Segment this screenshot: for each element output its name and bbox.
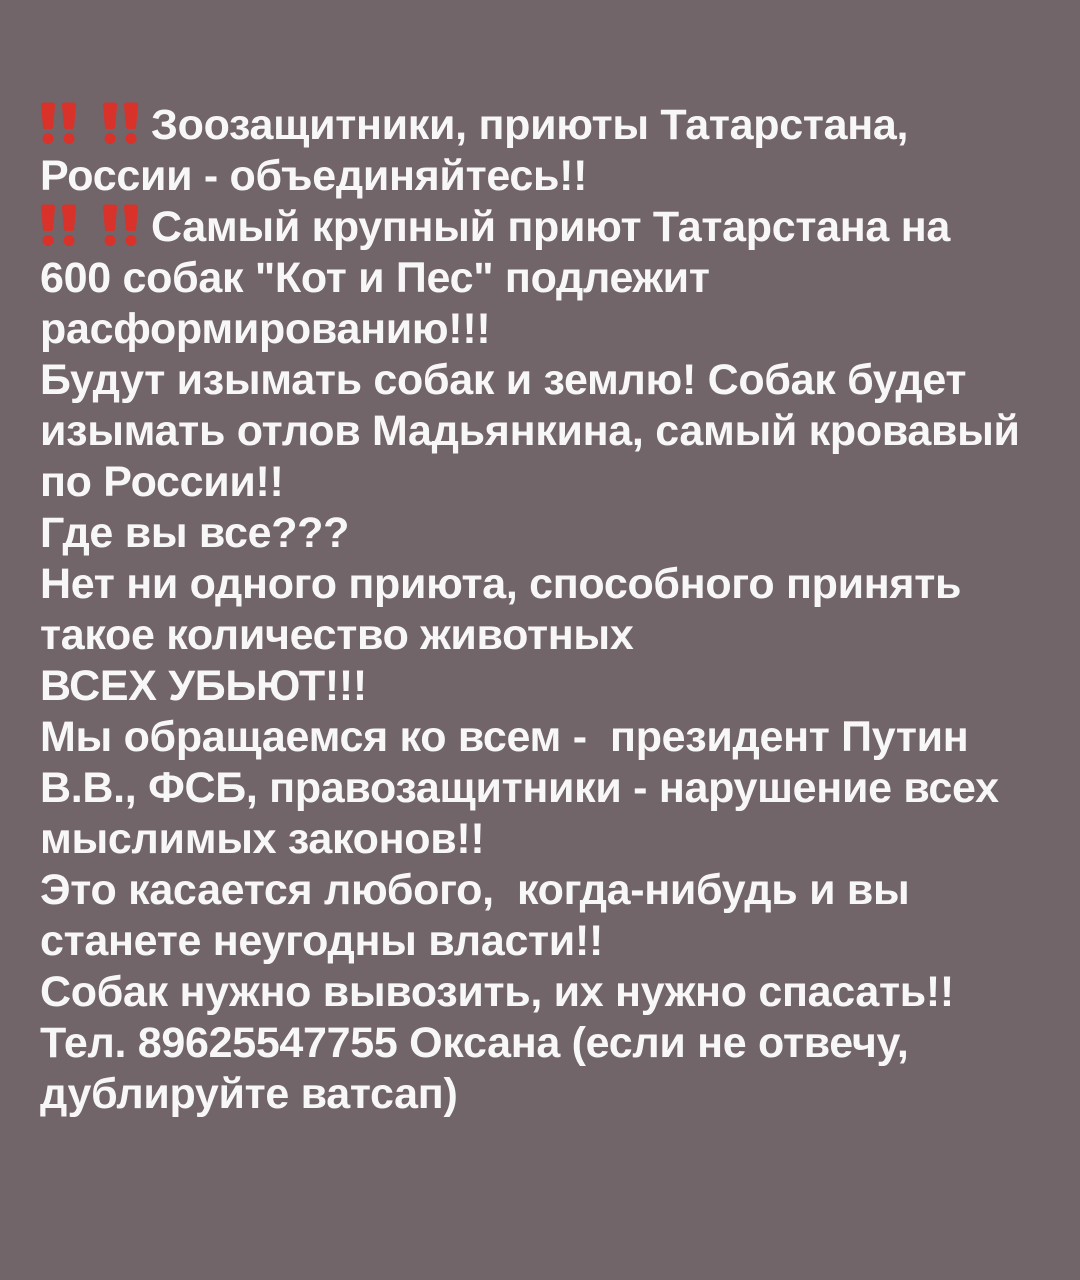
- text-line-content: Собак нужно вывозить, их нужно спасать!!: [40, 968, 954, 1016]
- text-line-content: Нет ни одного приюта, способного принять: [40, 560, 962, 608]
- double-exclamation-icon: [40, 101, 77, 144]
- text-line: [40, 967, 1052, 1018]
- text-line-content: по России!!: [40, 458, 284, 506]
- text-line: [40, 1069, 1052, 1120]
- text-line-content: дублируйте ватсап): [40, 1070, 458, 1118]
- text-line: [40, 457, 1052, 508]
- text-line-content: такое количество животных: [40, 611, 634, 659]
- text-line: [40, 406, 1052, 457]
- text-line-content: Это касается любого, когда-нибудь и вы: [40, 866, 910, 914]
- text-line: [40, 304, 1052, 355]
- double-exclamation-icon: [102, 203, 139, 246]
- text-line-content: Самый крупный приют Татарстана на: [151, 203, 950, 251]
- text-line: [40, 151, 1052, 202]
- text-line-content: мыслимых законов!!: [40, 815, 485, 863]
- text-line-content: изымать отлов Мадьянкина, самый кровавый: [40, 407, 1020, 455]
- text-line: [40, 763, 1052, 814]
- text-line: [40, 355, 1052, 406]
- text-line: [40, 253, 1052, 304]
- text-line: [40, 202, 1052, 253]
- text-line-content: расформированию!!!: [40, 305, 491, 353]
- text-line: [40, 916, 1052, 967]
- text-line: [40, 610, 1052, 661]
- text-line-content: Будут изымать собак и землю! Собак будет: [40, 356, 967, 404]
- text-line: [40, 661, 1052, 712]
- text-line-content: В.В., ФСБ, правозащитники - нарушение всех: [40, 764, 999, 812]
- text-line-content: России - объединяйтесь!!: [40, 152, 588, 200]
- text-line-content: станете неугодны власти!!: [40, 917, 603, 965]
- text-line: [40, 1018, 1052, 1069]
- text-line: [40, 712, 1052, 763]
- text-line: [40, 559, 1052, 610]
- text-line: [40, 100, 1052, 151]
- text-line-content: 600 собак "Кот и Пес" подлежит: [40, 254, 710, 302]
- text-line-content: Зоозащитники, приюты Татарстана,: [151, 101, 909, 149]
- text-line-content: Тел. 89625547755 Оксана (если не отвечу,: [40, 1019, 909, 1067]
- text-line-content: Где вы все???: [40, 509, 350, 557]
- text-line: [40, 865, 1052, 916]
- text-line: [40, 814, 1052, 865]
- text-line: [40, 508, 1052, 559]
- text-line-content: ВСЕХ УБЬЮТ!!!: [40, 662, 367, 710]
- text-line-content: Мы обращаемся ко всем - президент Путин: [40, 713, 969, 761]
- double-exclamation-icon: [102, 101, 139, 144]
- double-exclamation-icon: [40, 203, 77, 246]
